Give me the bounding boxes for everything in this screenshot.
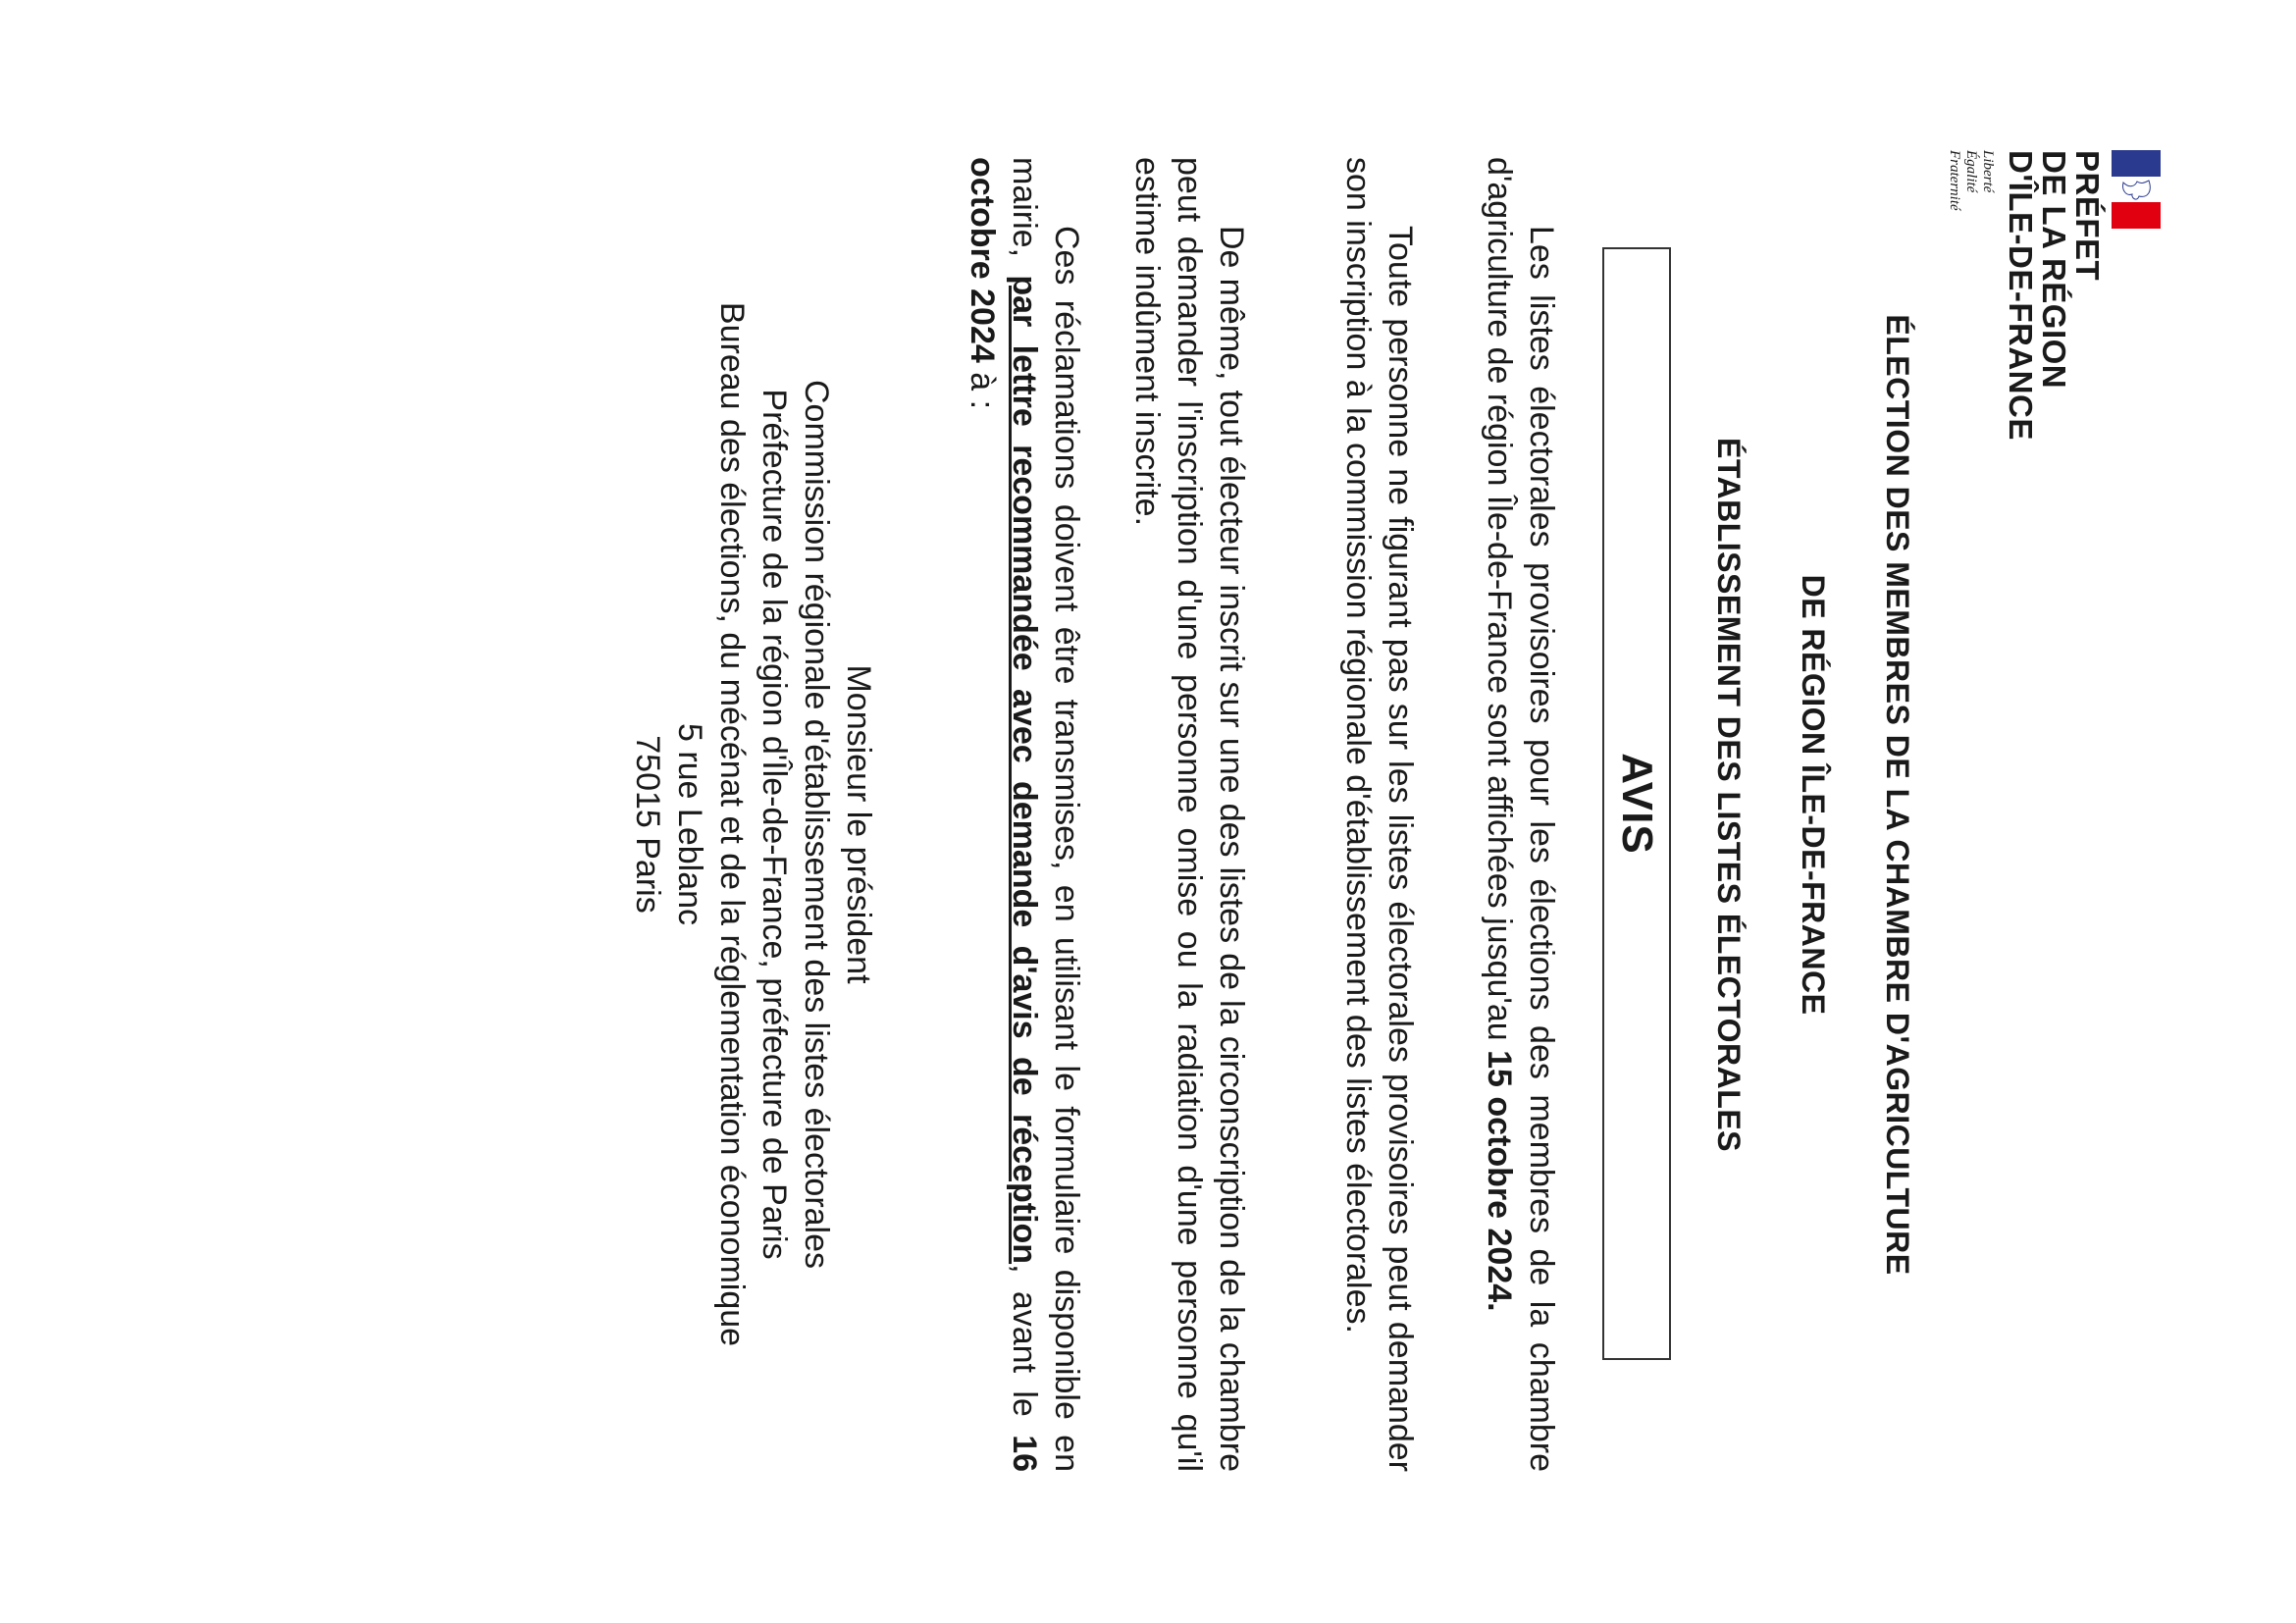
paragraph-1-date: 15 octobre 2024. <box>1481 1050 1518 1312</box>
prefet-line: DE LA RÉGION <box>2036 150 2072 390</box>
paragraph-4-date: 16 octobre 2024 <box>964 157 1043 1473</box>
devise-line: Fraternité <box>1947 150 1962 211</box>
paragraph-4-middle: , avant le <box>1006 1264 1043 1436</box>
devise-line: Liberté <box>1980 150 1996 193</box>
address-line: 75015 Paris <box>629 735 666 914</box>
marianne-profile-icon <box>2113 167 2159 212</box>
prefet-line: D'ÎLE-DE-FRANCE <box>2003 150 2039 441</box>
address-line: Commission régionale d'établissement des listes électorales <box>798 379 835 1270</box>
address-block <box>626 157 879 1492</box>
avis-heading: AVIS <box>1613 753 1661 855</box>
address-line: Préfecture de la région d'Île-de-France, préfecture de Paris <box>756 389 793 1260</box>
title-line-3: ÉTABLISSEMENT DES LISTES ÉLECTORALES <box>1711 438 1747 1152</box>
prefet-line: PRÉFET <box>2069 150 2106 282</box>
prefet-block <box>2004 150 2104 441</box>
paragraph-1 <box>1478 157 1562 1472</box>
title-line-1: ÉLECTION DES MEMBRES DE LA CHAMBRE D'AGRICULTURE <box>1880 314 1915 1276</box>
address-line: Monsieur le président <box>840 664 877 984</box>
paragraph-1-text: Les listes électorales provisoires pour les élections des membres de la chambre d'agriculture de région Île-de-France sont affichées jusqu'au <box>1481 157 1560 1472</box>
paragraph-2-text: Toute personne ne figurant pas sur les listes électorales provisoires peut demander son inscription à la commission régionale d'établissement des listes électorales. <box>1339 157 1419 1472</box>
paragraph-4-text: Ces réclamations doivent être transmises, en utilisant le formulaire disponible en mairie, <box>1006 157 1085 1472</box>
avis-heading-box <box>1602 247 1671 1360</box>
paragraph-4 <box>961 157 1087 1472</box>
title-line-2: DE RÉGION ÎLE-DE-FRANCE <box>1796 574 1831 1016</box>
paragraph-3-text: De même, tout électeur inscrit sur une des listes de la circonscription de la chambre peut demander l'inscription d'une personne omise ou la radiation d'une personne qu'il estime indûment inscrite. <box>1128 157 1250 1472</box>
paragraph-4-end: à : <box>964 362 1001 410</box>
devise-block <box>1946 150 1996 211</box>
paragraph-2 <box>1336 157 1421 1472</box>
paragraph-4-emphasis: par lettre recommandée avec demande d'avis de réception <box>1006 275 1043 1265</box>
devise-line: Égalité <box>1963 150 1979 193</box>
paragraph-3 <box>1125 157 1252 1472</box>
address-line: 5 rue Leblanc <box>671 722 708 926</box>
address-line: Bureau des élections, du mécénat et de la réglementation économique <box>713 301 751 1347</box>
